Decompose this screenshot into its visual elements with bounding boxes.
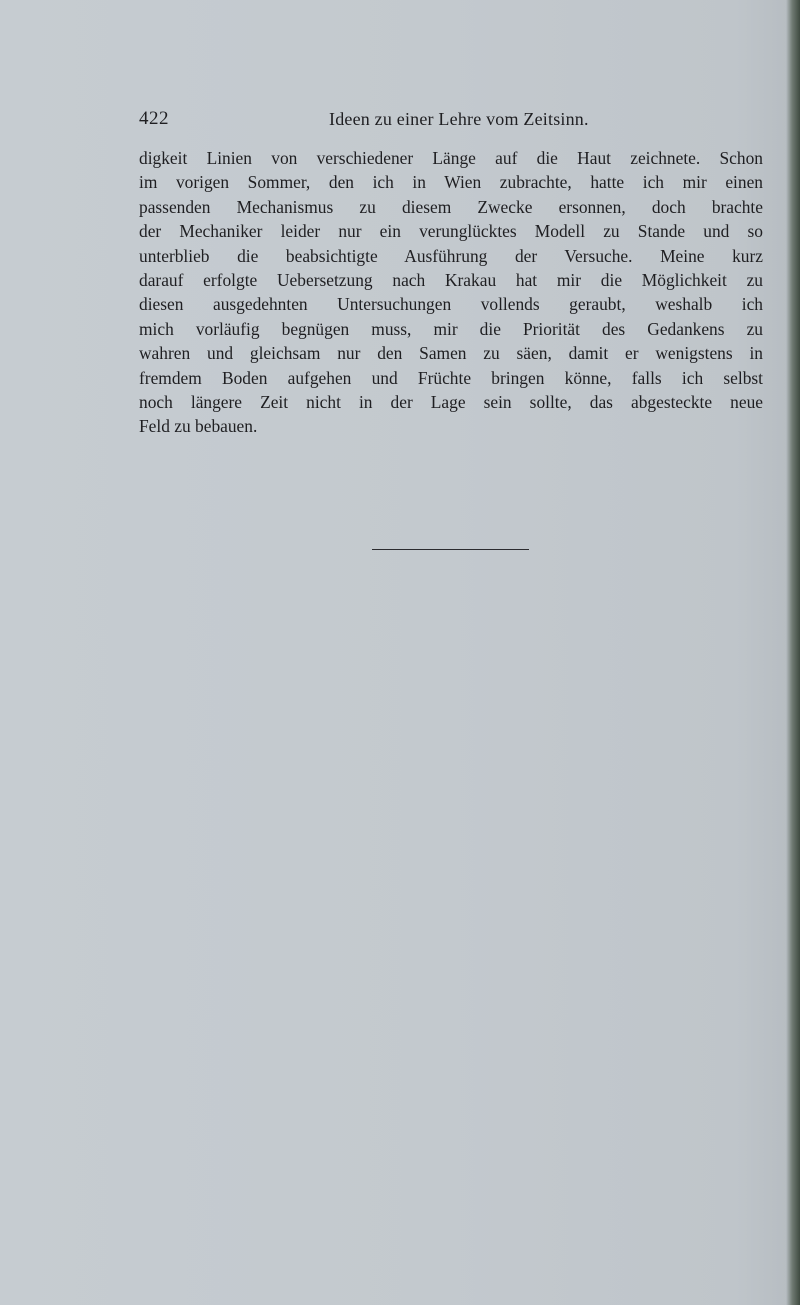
text-line: der Mechaniker leider nur ein verunglücktes Modell zu Stande und so	[139, 221, 763, 242]
page-edge-shadow	[786, 0, 800, 1305]
page-header	[139, 108, 763, 132]
text-line: passenden Mechanismus zu diesem Zwecke ersonnen, doch brachte	[139, 196, 763, 217]
text-line: unterblieb die beabsichtigte Ausführung der Versuche. Meine kurz	[139, 245, 763, 266]
text-line: digkeit Linien von verschiedener Länge auf die Haut zeichnete. Schon	[139, 148, 763, 168]
page-number: 422	[139, 108, 169, 129]
body-paragraph	[139, 146, 763, 439]
text-line: noch längere Zeit nicht in der Lage sein sollte, das abgesteckte neue	[139, 391, 763, 412]
text-line: mich vorläufig begnügen muss, mir die Priorität des Gedankens zu	[139, 318, 763, 339]
text-line: im vorigen Sommer, den ich in Wien zubrachte, hatte ich mir einen	[139, 172, 763, 193]
text-line: diesen ausgedehnten Untersuchungen vollends geraubt, weshalb ich	[139, 294, 763, 315]
text-line: wahren und gleichsam nur den Samen zu säen, damit er wenigstens in	[139, 343, 763, 364]
running-title: Ideen zu einer Lehre vom Zeitsinn.	[329, 109, 589, 129]
text-line: darauf erfolgte Uebersetzung nach Krakau hat mir die Möglichkeit zu	[139, 269, 763, 290]
text-line: fremdem Boden aufgehen und Früchte bringen könne, falls ich selbst	[139, 367, 763, 388]
section-divider	[372, 549, 529, 550]
text-line: Feld zu bebauen.	[139, 416, 258, 437]
